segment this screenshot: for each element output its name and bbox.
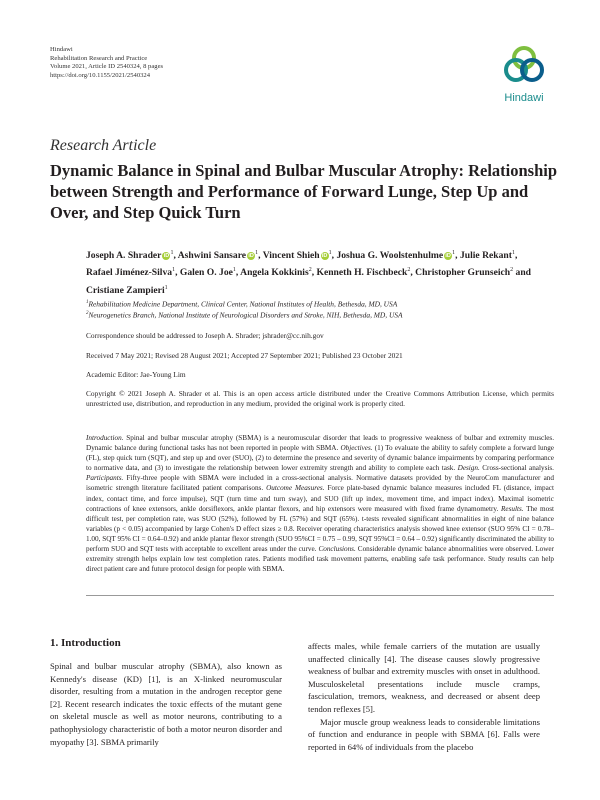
hindawi-logo-text: Hindawi [504,92,544,104]
author-name-text: Christopher Grunseich [415,267,511,279]
affiliation-2: $^2$Neurogenetics Branch, National Institute of Neurological Disorders and Stroke, NIH, Bethesda, MD, USA [86,310,403,320]
abstract-label: Objectives. [340,444,373,453]
abstract [86,433,554,574]
author-affiliation-number: 1 [170,250,174,256]
author-name [180,267,236,278]
author-name-text: Angela Kokkinis [240,267,309,279]
divider [86,595,554,596]
left-column [50,660,282,748]
orcid-icon[interactable]: iD [445,253,451,260]
author-name [460,250,515,261]
abstract-text: (1) To evaluate the ability to safely complete a forward lunge (FL), step quick turn (SQT), and step up and over (SUO), (2) to determine the presence and severity of dynamic balance impairments by comparing performance to normative data, and (3) to investigate the relationship between lower extremity strength and ability to complete each task. [86,444,554,473]
author-name [415,267,513,278]
abstract-text: Considerable dynamic balance abnormalities were observed. Lower extremity strength helps explain low test completion rates. Patients modified task movement patterns, enabling safe task performance. Study results can help direct patient care and future protocol design for people with SBMA. [86,545,554,574]
author-affiliation-number: 2 [510,267,514,274]
author-name-text: Cristiane Zampieri [86,284,165,296]
hindawi-logo-icon [502,44,546,88]
academic-editor: Academic Editor: Jae-Young Lim [86,370,186,379]
author-name [178,250,258,261]
journal-name: Rehabilitation Research and Practice [50,54,148,62]
author-name [240,267,312,278]
copyright-notice: Copyright © 2021 Joseph A. Shrader et al. This is an open access article distributed under the Creative Commons Attribution License, which permits unrestricted use, distribution, and reproduction in any medium, provided the original work is properly cited. [86,389,554,408]
article-type: Research Article [50,137,157,154]
abstract-text: Force plate-based dynamic balance measures included FL (distance, impact index, contact time, and force impulse), SQT (turn time and turn sway), and SUO (lift up index, movement time, and impact index). Maximal isometric contractions of knee extensors, ankle dorsiflexors, ankle plantar flexors, and hip extensors were measured with fixed frame dynamometry. [86,484,554,513]
author-affiliation-number: 2 [308,267,312,274]
hindawi-logo [494,44,554,104]
author-affiliation-number: 1 [452,250,456,256]
orcid-icon[interactable]: iD [321,253,328,260]
affiliation-1: $^1$Rehabilitation Medicine Department, Clinical Center, National Institutes of Health, Bethesda, MD, USA [86,299,398,309]
author-name [86,250,173,261]
abstract-text: Cross-sectional analysis. [479,464,554,473]
abstract-text: The most difficult test, per completion rate, was SUO (52%), followed by FL (57%) and SQT (65%). t-tests revealed significant abnormalities in eight of nine balance variables (p < 0.05) accompanied by large Cohen's D effect sizes ≥ 0.8. Receiver operating characteristics analysis showed knee extensor (SUO 95% CI = 0.78–1.00, SQT 95% CI = 0.64–0.92) and ankle plantar flexor strength (SUO 95%CI = 0.75 – 0.99, SQT 95%CI = 0.64 – 0.92) significantly discriminated the ability to perform SUO and SQT tests with acceptable to excellent areas under the curve. [86,504,554,554]
right-paragraph-2: Major muscle group weakness leads to considerable limitations of function and endurance in people with SBMA [6]. Falls were reported in 64% of individuals from the placebo [308,716,540,752]
publication-dates: Received 7 May 2021; Revised 28 August 2021; Accepted 27 September 2021; Published 23 October 2021 [86,351,403,360]
author-affiliation-number: 1 [232,267,236,274]
orcid-icon[interactable]: iD [163,253,170,260]
section-heading-introduction: 1. Introduction [50,637,121,649]
abstract-label: Design. [457,464,480,473]
author-name [86,285,168,296]
author-name-text: Kenneth H. Fischbeck [316,267,408,279]
author-name [263,250,332,261]
abstract-text: Spinal and bulbar muscular atrophy (SBMA) is a neuromuscular disorder that leads to progressive weakness of bulbar and extremity muscles. Dynamic balance during functional tasks has not been reported in people with SBMA. [86,434,554,453]
doi-link[interactable]: https://doi.org/10.1155/2021/2540324 [50,71,151,79]
author-affiliation-number: 1 [511,250,515,256]
author-affiliation-number: 2 [407,267,411,274]
abstract-label: Outcome Measures. [266,484,325,493]
author-name-text: Galen O. Joe [179,267,233,279]
paper-title: Dynamic Balance in Spinal and Bulbar Muscular Atrophy: Relationship between Strength and Performance of Forward Lunge, Step Up and Over, and Step Quick Turn [50,161,558,222]
author-name-text: Joshua G. Woolstenhulme [336,250,444,262]
right-column [308,640,540,753]
abstract-label: Results. [501,504,524,513]
abstract-label: Conclusions. [318,545,356,554]
author-name [336,250,455,261]
author-name [86,267,175,278]
author-affiliation-number: 1 [172,267,176,274]
author-affiliation-number: 1 [164,284,168,291]
right-paragraph-1: affects males, while female carriers of the mutation are usually unaffected clinically [4]. The disease causes slowly progressive weakness of bulbar and extremity muscles with onset in adulthood. Musculoskeletal presentations include muscle cramps, fasciculation, tremors, weakness, and decreased or absent deep tendon reflexes [5]. [308,641,540,714]
publisher-name: Hindawi [50,46,73,53]
correspondence: Correspondence should be addressed to Joseph A. Shrader; jshrader@cc.nih.gov [86,331,324,340]
journal-info [50,46,163,80]
author-name-text: Ashwini Sansare [177,250,247,262]
left-paragraph: Spinal and bulbar muscular atrophy (SBMA), also known as Kennedy's disease (KD) [1], is an X-linked neuromuscular disorder, resulting from a mutation in the androgen receptor gene [2]. Recent research indicates the toxic effects of the mutant gene on skeletal muscle as well as motor neurons, contributing to a pathophysiology characteristic of both a motor neuron disorder and myopathy [3]. SBMA primarily [50,661,282,747]
author-affiliation-number: 1 [255,250,259,256]
abstract-label: Participants. [86,474,124,483]
volume-info: Volume 2021, Article ID 2540324, 8 pages [50,63,164,71]
orcid-icon[interactable]: iD [248,253,254,260]
author-name [316,267,410,278]
author-list: Joseph A. Shrader $iD^1$, Ashwini Sansare $iD^1$, Vincent Shieh $iD^1$, Joshua G. Woolstenhulme $iD^1$, Julie Rekant$^1$, Rafael Jiménez-Silva$^1$, Galen O. Joe$^1$, Angela Kokkinis$^2$, Kenneth H. Fischbeck$^2$, Christopher Grunseich$^2$ and Cristiane Zampieri$^1$ [86,250,532,296]
author-name-text: Julie Rekant [459,250,512,262]
author-name-text: Vincent Shieh [262,250,320,262]
author-name-text: Rafael Jiménez-Silva [86,267,173,279]
author-name-text: Joseph A. Shrader [86,250,162,262]
abstract-label: Introduction. [86,434,124,442]
abstract-text: Fifty-three people with SBMA were included in a cross-sectional analysis. Normative datasets provided by the NeuroCom manufacturer and isometric strength literature facilitated patient comparisons. [86,474,554,493]
author-affiliation-number: 1 [328,250,332,256]
